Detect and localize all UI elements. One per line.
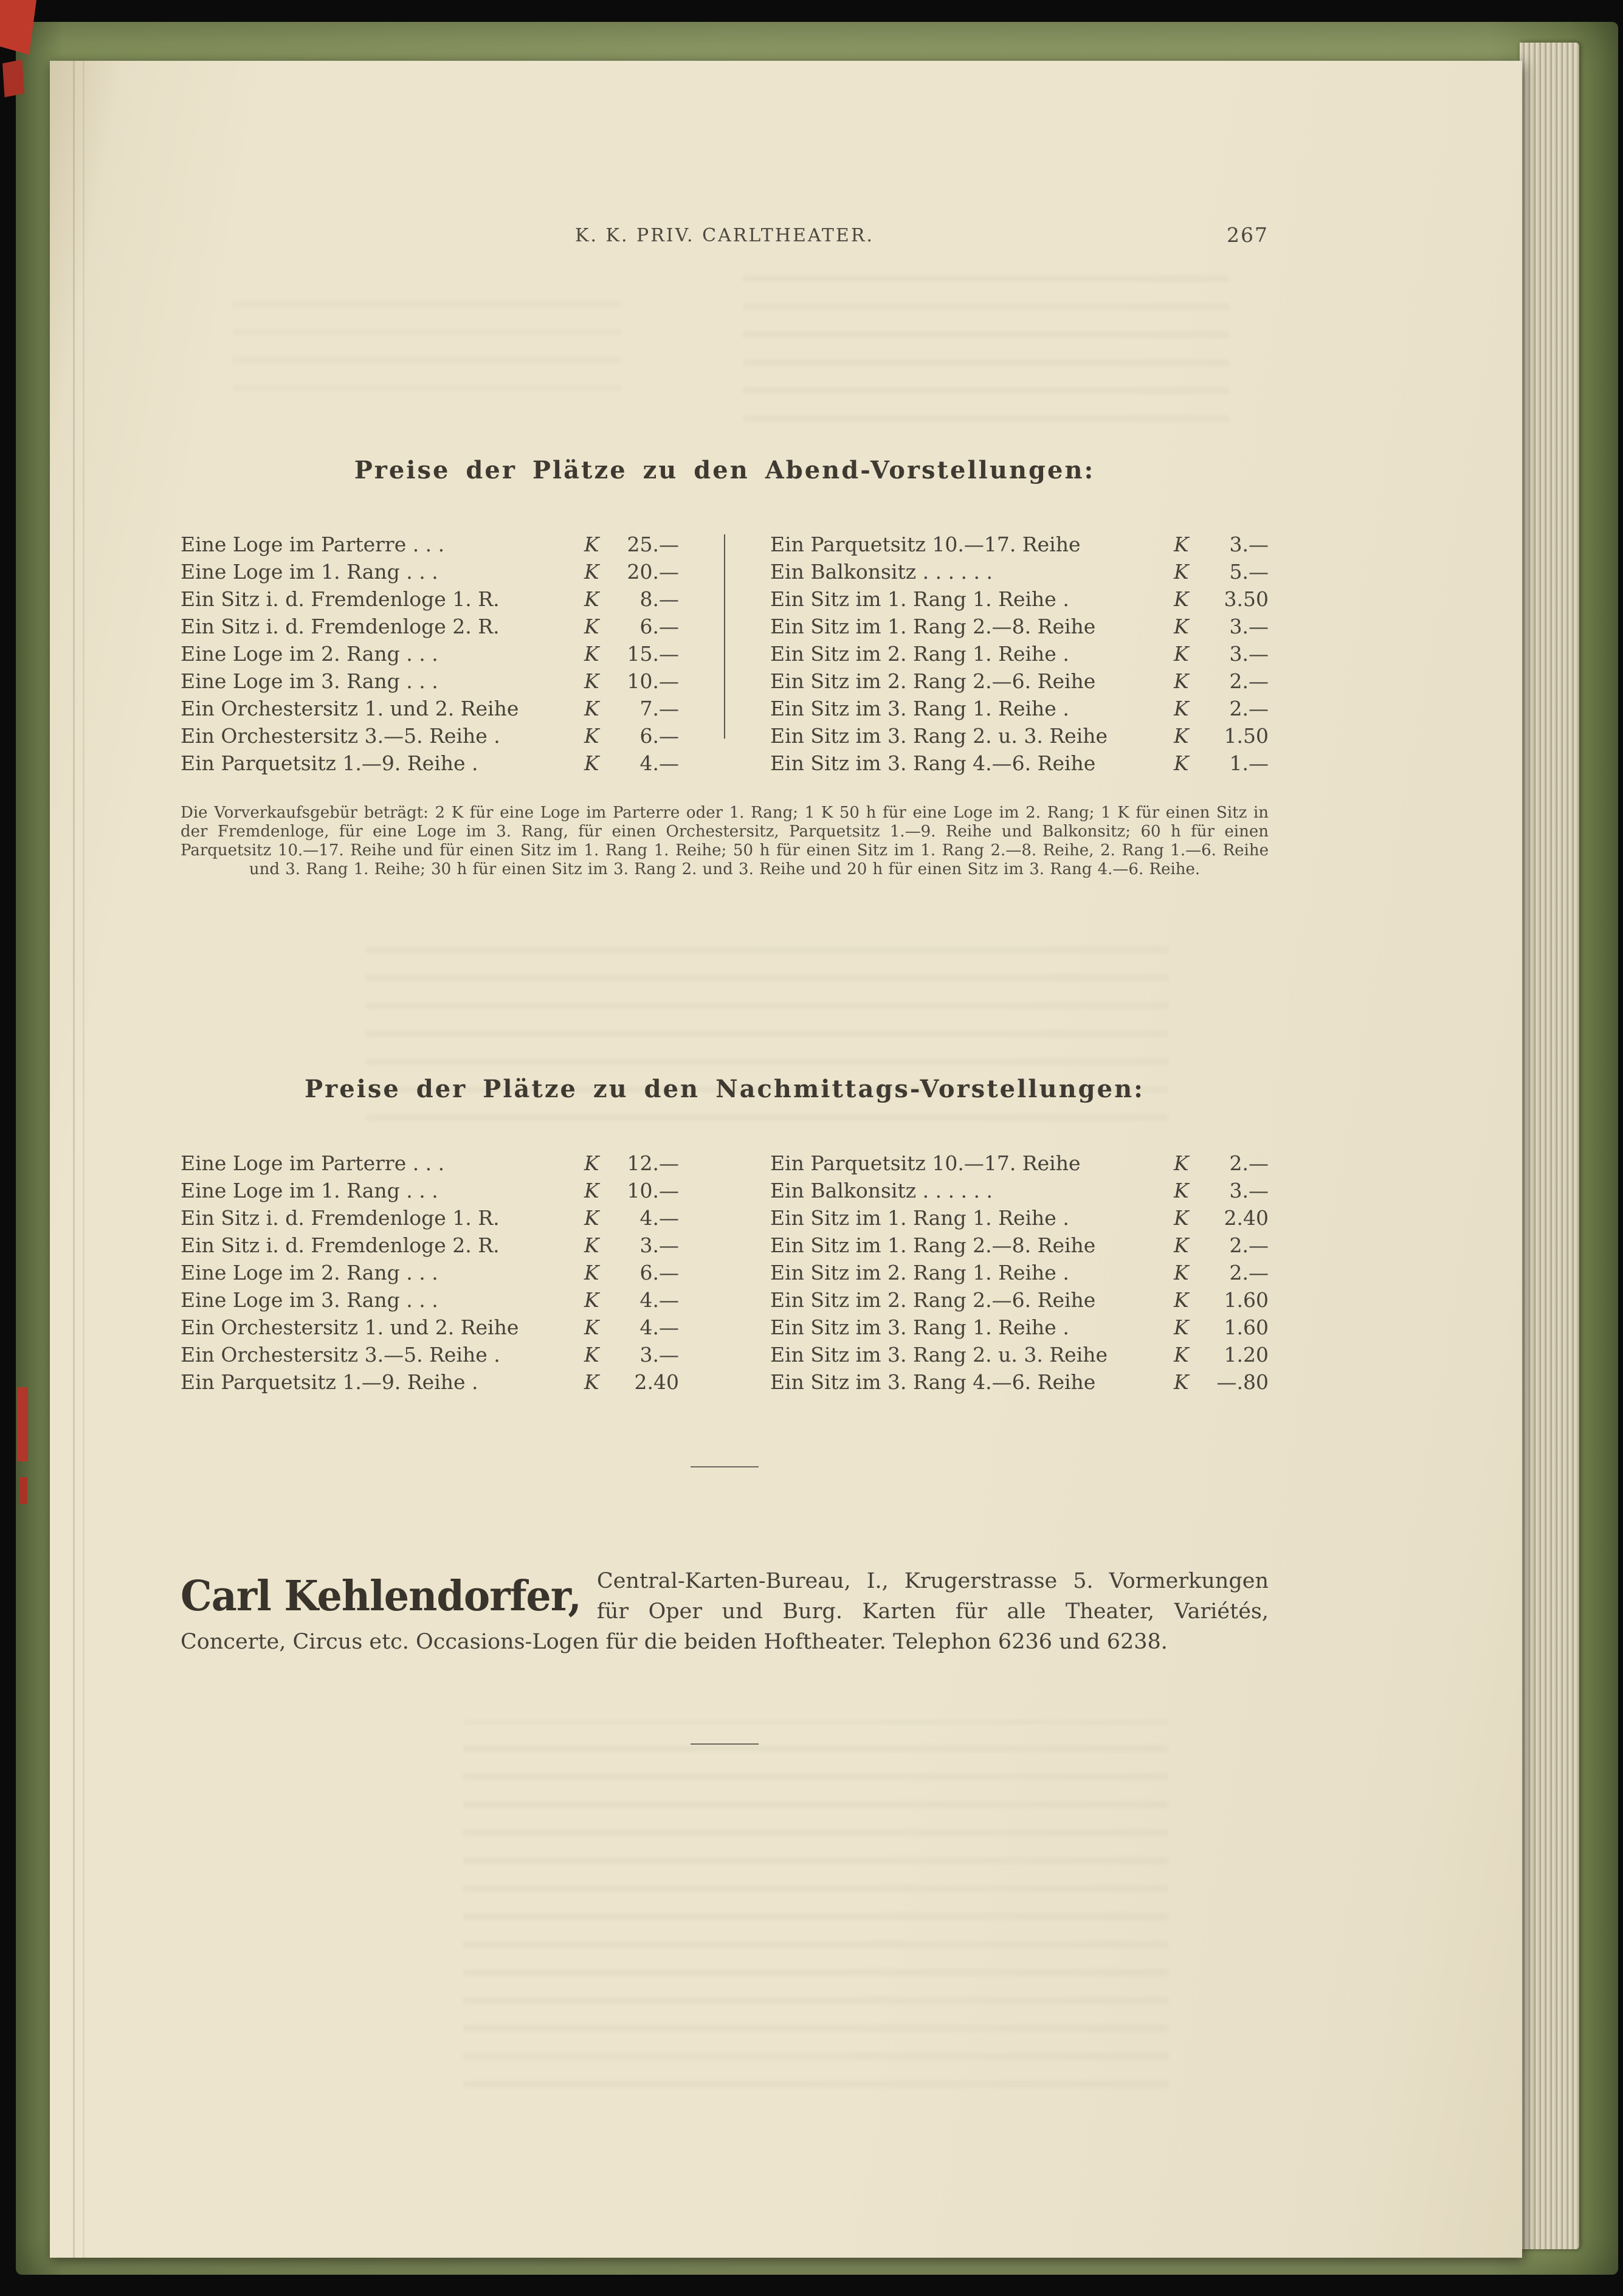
price-value: 1.60 [1224, 1315, 1269, 1339]
price-row-label: Ein Parquetsitz 10.—17. Reihe [770, 1151, 1081, 1175]
price-row-label: Ein Sitz im 2. Rang 2.—6. Reihe [770, 669, 1096, 693]
column-spacer [724, 1150, 725, 1354]
horizontal-rule [691, 1466, 759, 1467]
price-value: 20.— [627, 560, 679, 584]
price-value: 1.50 [1224, 724, 1269, 748]
price-value: 10.— [627, 669, 679, 693]
price-row [181, 1259, 679, 1286]
price-value: 2.— [1229, 669, 1269, 693]
afternoon-prices-title: Preise der Plätze zu den Nachmittags-Vorstellungen: [305, 1075, 1145, 1103]
price-value: 2.40 [1224, 1206, 1269, 1230]
price-row-label: Ein Sitz im 1. Rang 1. Reihe . [770, 587, 1069, 611]
currency-symbol: K [1174, 1206, 1189, 1230]
price-value: 6.— [639, 724, 679, 748]
column-divider-rule [724, 534, 725, 739]
currency-symbol: K [1174, 560, 1189, 584]
currency-symbol: K [1174, 1288, 1189, 1312]
price-row-label: Ein Sitz im 1. Rang 2.—8. Reihe [770, 1233, 1096, 1257]
price-value: 12.— [627, 1151, 679, 1175]
evening-right-column [770, 531, 1269, 777]
price-row-label: Eine Loge im 2. Rang . . . [181, 1261, 438, 1284]
price-row [770, 722, 1269, 750]
price-row-label: Ein Sitz i. d. Fremdenloge 2. R. [181, 1233, 500, 1257]
price-row [770, 1341, 1269, 1368]
price-row-label: Ein Sitz im 2. Rang 1. Reihe . [770, 1261, 1069, 1284]
stacked-page-edges [1520, 43, 1579, 2249]
price-value: 3.— [639, 1233, 679, 1257]
advertisement [181, 1566, 1269, 1657]
price-row-label: Ein Sitz im 3. Rang 4.—6. Reihe [770, 1370, 1096, 1394]
price-value: 7.— [639, 697, 679, 720]
price-row [770, 558, 1269, 585]
afternoon-right-column [770, 1150, 1269, 1396]
price-value: 4.— [639, 1288, 679, 1312]
price-row-label: Eine Loge im Parterre . . . [181, 533, 445, 556]
evening-left-column [181, 531, 679, 777]
price-row-label: Eine Loge im 1. Rang . . . [181, 560, 438, 584]
price-row [181, 722, 679, 750]
price-value: 1.60 [1224, 1288, 1269, 1312]
price-row-label: Ein Orchestersitz 1. und 2. Reihe [181, 1315, 519, 1339]
price-row [181, 1314, 679, 1341]
price-value: 5.— [1229, 560, 1269, 584]
red-paper-scrap [2, 60, 24, 97]
currency-symbol: K [584, 642, 599, 666]
currency-symbol: K [1174, 1343, 1189, 1367]
price-row-label: Ein Sitz im 3. Rang 1. Reihe . [770, 1315, 1069, 1339]
currency-symbol: K [1174, 724, 1189, 748]
afternoon-price-table [181, 1150, 1269, 1396]
price-row [770, 613, 1269, 640]
book-page [50, 61, 1522, 2258]
currency-symbol: K [584, 560, 599, 584]
evening-price-table [181, 531, 1269, 777]
price-row [770, 585, 1269, 613]
price-value: 2.40 [634, 1370, 679, 1394]
price-row [181, 695, 679, 722]
red-paper-scrap [17, 1387, 28, 1461]
price-row-label: Ein Sitz im 1. Rang 2.—8. Reihe [770, 615, 1096, 638]
price-value: 1.20 [1224, 1343, 1269, 1367]
currency-symbol: K [584, 1261, 599, 1284]
currency-symbol: K [584, 1315, 599, 1339]
price-row [181, 1341, 679, 1368]
price-row [770, 640, 1269, 667]
price-row [770, 667, 1269, 695]
afternoon-left-column [181, 1150, 679, 1396]
price-value: 15.— [627, 642, 679, 666]
price-row-label: Ein Sitz im 2. Rang 1. Reihe . [770, 642, 1069, 666]
price-value: —.80 [1216, 1370, 1269, 1394]
show-through-ghosting [463, 1720, 1168, 2097]
currency-symbol: K [584, 615, 599, 638]
price-value: 2.— [1229, 1151, 1269, 1175]
price-row-label: Ein Parquetsitz 1.—9. Reihe . [181, 1370, 478, 1394]
currency-symbol: K [584, 1370, 599, 1394]
page-content [181, 225, 1269, 1745]
price-row [770, 1150, 1269, 1177]
price-row [181, 1286, 679, 1314]
price-row-label: Ein Sitz i. d. Fremdenloge 1. R. [181, 1206, 500, 1230]
running-title: K. K. PRIV. CARLTHEATER. [575, 225, 874, 246]
currency-symbol: K [1174, 533, 1189, 556]
currency-symbol: K [1174, 642, 1189, 666]
price-row [181, 558, 679, 585]
currency-symbol: K [1174, 1151, 1189, 1175]
currency-symbol: K [1174, 1233, 1189, 1257]
price-row-label: Ein Parquetsitz 1.—9. Reihe . [181, 751, 478, 775]
currency-symbol: K [584, 1179, 599, 1202]
price-row [181, 667, 679, 695]
currency-symbol: K [1174, 697, 1189, 720]
price-value: 6.— [639, 1261, 679, 1284]
evening-prices-title: Preise der Plätze zu den Abend-Vorstellungen: [354, 456, 1095, 484]
price-row-label: Ein Parquetsitz 10.—17. Reihe [770, 533, 1081, 556]
price-row-label: Ein Balkonsitz . . . . . . [770, 1179, 993, 1202]
price-value: 1.— [1229, 751, 1269, 775]
currency-symbol: K [584, 751, 599, 775]
currency-symbol: K [584, 724, 599, 748]
price-value: 4.— [639, 1315, 679, 1339]
currency-symbol: K [1174, 751, 1189, 775]
red-paper-scrap [19, 1477, 27, 1504]
price-value: 3.— [1229, 533, 1269, 556]
currency-symbol: K [584, 1206, 599, 1230]
price-row [770, 750, 1269, 777]
horizontal-rule [691, 1743, 759, 1745]
price-row-label: Ein Sitz im 2. Rang 2.—6. Reihe [770, 1288, 1096, 1312]
price-row [181, 1368, 679, 1396]
price-value: 25.— [627, 533, 679, 556]
currency-symbol: K [584, 533, 599, 556]
currency-symbol: K [584, 697, 599, 720]
price-value: 3.— [1229, 642, 1269, 666]
price-row [770, 1368, 1269, 1396]
price-value: 2.— [1229, 1233, 1269, 1257]
price-row [770, 1232, 1269, 1259]
price-row-label: Eine Loge im Parterre . . . [181, 1151, 445, 1175]
price-row [181, 613, 679, 640]
price-row-label: Ein Sitz i. d. Fremdenloge 2. R. [181, 615, 500, 638]
price-value: 6.— [639, 615, 679, 638]
price-row [770, 531, 1269, 558]
price-row-label: Ein Sitz im 1. Rang 1. Reihe . [770, 1206, 1069, 1230]
price-row [181, 750, 679, 777]
currency-symbol: K [1174, 1179, 1189, 1202]
price-row [181, 585, 679, 613]
price-value: 2.— [1229, 1261, 1269, 1284]
page-number: 267 [1227, 223, 1269, 247]
price-row-label: Eine Loge im 3. Rang . . . [181, 669, 438, 693]
currency-symbol: K [1174, 615, 1189, 638]
price-value: 3.— [1229, 1179, 1269, 1202]
price-row [770, 1286, 1269, 1314]
price-row-label: Ein Orchestersitz 3.—5. Reihe . [181, 1343, 500, 1367]
price-row-label: Eine Loge im 2. Rang . . . [181, 642, 438, 666]
currency-symbol: K [584, 1343, 599, 1367]
price-row-label: Eine Loge im 3. Rang . . . [181, 1288, 438, 1312]
price-row-label: Ein Orchestersitz 1. und 2. Reihe [181, 697, 519, 720]
price-row [770, 1314, 1269, 1341]
price-row [181, 1150, 679, 1177]
price-value: 3.— [639, 1343, 679, 1367]
advance-sale-fee-note: Die Vorverkaufsgebür beträgt: 2 K für eine Loge im Parterre oder 1. Rang; 1 K 50 h für eine Loge im 2. Rang; 1 K für einen Sitz in der Fremdenloge, für eine Loge im 3. Rang, für einen Orchestersitz, Parquetsitz 1.—9. Reihe und Balkonsitz; 60 h für einen Parquetsitz 10.—17. Reihe und für einen Sitz im 1. Rang 1. Reihe; 50 h für einen Sitz im 1. Rang 2.—8. Reihe, 2. Rang 1.—6. Reihe und 3. Rang 1. Reihe; 30 h für einen Sitz im 3. Rang 2. und 3. Reihe und 20 h für einen Sitz im 3. Rang 4.—6. Reihe. [181, 804, 1269, 878]
price-value: 4.— [639, 1206, 679, 1230]
currency-symbol: K [1174, 669, 1189, 693]
price-row-label: Ein Sitz i. d. Fremdenloge 1. R. [181, 587, 500, 611]
currency-symbol: K [584, 1288, 599, 1312]
price-row-label: Ein Sitz im 3. Rang 2. u. 3. Reihe [770, 1343, 1108, 1367]
price-row [181, 1204, 679, 1232]
price-row-label: Ein Balkonsitz . . . . . . [770, 560, 993, 584]
price-value: 10.— [627, 1179, 679, 1202]
page-header [181, 225, 1269, 250]
price-row [770, 1259, 1269, 1286]
price-value: 2.— [1229, 697, 1269, 720]
currency-symbol: K [1174, 1261, 1189, 1284]
currency-symbol: K [584, 587, 599, 611]
currency-symbol: K [1174, 1370, 1189, 1394]
price-row [181, 531, 679, 558]
price-row [181, 1177, 679, 1204]
price-row [770, 1204, 1269, 1232]
currency-symbol: K [584, 1151, 599, 1175]
price-row [770, 1177, 1269, 1204]
price-row [181, 640, 679, 667]
price-value: 3.50 [1224, 587, 1269, 611]
price-row [770, 695, 1269, 722]
currency-symbol: K [584, 1233, 599, 1257]
price-row-label: Ein Sitz im 3. Rang 2. u. 3. Reihe [770, 724, 1108, 748]
price-row-label: Ein Sitz im 3. Rang 1. Reihe . [770, 697, 1069, 720]
price-row-label: Ein Sitz im 3. Rang 4.—6. Reihe [770, 751, 1096, 775]
price-value: 3.— [1229, 615, 1269, 638]
advertisement-text: Central-Karten-Bureau, I., Krugerstrasse 5. Vormerkungen für Oper und Burg. Karten für alle Theater, Variétés, Concerte, Circus etc. Occasions-Logen für die beiden Hoftheater. Telephon 6236 und 6238. [181, 1569, 1269, 1654]
currency-symbol: K [1174, 1315, 1189, 1339]
price-row-label: Eine Loge im 1. Rang . . . [181, 1179, 438, 1202]
price-value: 4.— [639, 751, 679, 775]
price-value: 8.— [639, 587, 679, 611]
currency-symbol: K [1174, 587, 1189, 611]
advertiser-name: Carl Kehlendorfer, [181, 1572, 581, 1621]
price-row [181, 1232, 679, 1259]
currency-symbol: K [584, 669, 599, 693]
price-row-label: Ein Orchestersitz 3.—5. Reihe . [181, 724, 500, 748]
